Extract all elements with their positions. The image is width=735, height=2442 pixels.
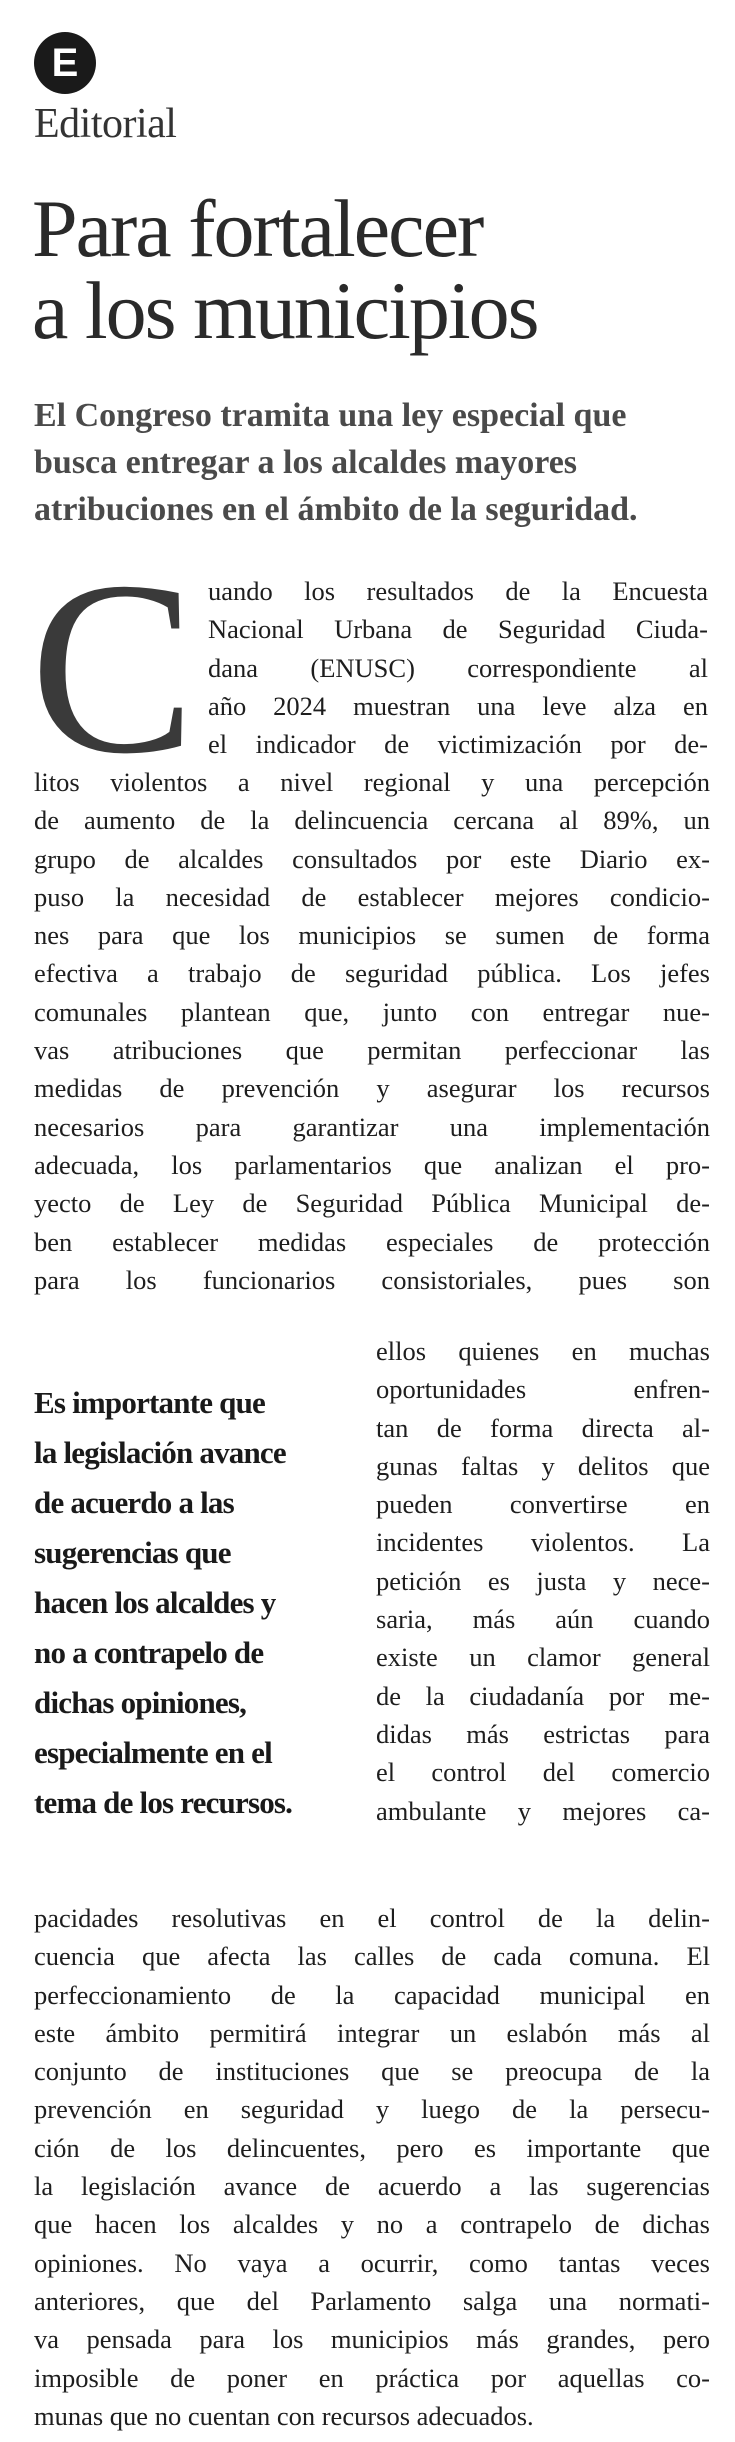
body-line: petición es justa y nece- xyxy=(376,1565,710,1596)
headline-line: Para fortalecer xyxy=(32,183,483,274)
pull-quote xyxy=(34,1378,364,1828)
body-line: ben establecer medidas especiales de protección xyxy=(34,1226,710,1257)
body-line: didas más estrictas para xyxy=(376,1718,710,1749)
pull-quote-line: especialmente en el xyxy=(34,1735,272,1770)
pull-quote-line: no a contrapelo de xyxy=(34,1635,264,1670)
body-line: puso la necesidad de establecer mejores condicio- xyxy=(34,881,710,912)
body-line: de aumento de la delincuencia cercana al 89%, un xyxy=(34,805,710,836)
body-line: ambulante y mejores ca- xyxy=(376,1795,710,1826)
body-line: vas atribuciones que permitan perfeccionar las xyxy=(34,1035,710,1066)
body-line: pueden convertirse en xyxy=(376,1489,710,1520)
body-line: la legislación avance de acuerdo a las sugerencias xyxy=(34,2171,710,2202)
body-line: imposible de poner en práctica por aquellas co- xyxy=(34,2362,710,2393)
body-line: perfeccionamiento de la capacidad municipal en xyxy=(34,1979,710,2010)
body-line: tan de forma directa al- xyxy=(376,1412,710,1443)
subheadline-line: El Congreso tramita una ley especial que xyxy=(34,397,627,434)
body-line: oportunidades enfren- xyxy=(376,1374,710,1405)
body-text-bottom xyxy=(34,1899,710,2435)
subheadline-line: busca entregar a los alcaldes mayores xyxy=(34,444,578,481)
body-line: opiniones. No vaya a ocurrir, como tantas veces xyxy=(34,2247,710,2278)
body-text-side-column xyxy=(376,1332,710,1830)
body-line: existe un clamor general xyxy=(376,1642,710,1673)
body-line: para los funcionarios consistoriales, pues son xyxy=(34,1264,710,1295)
body-line: adecuada, los parlamentarios que analizan el pro- xyxy=(34,1149,710,1180)
body-line: yecto de Ley de Seguridad Pública Municipal de- xyxy=(34,1188,710,1219)
subheadline xyxy=(34,392,714,533)
body-line: dana (ENUSC) correspondiente al xyxy=(208,652,708,683)
pull-quote-line: hacen los alcaldes y xyxy=(34,1585,276,1620)
headline-line: a los municipios xyxy=(32,265,538,356)
body-line: el indicador de victimización por de- xyxy=(208,729,708,760)
body-line: comunales plantean que, junto con entregar nue- xyxy=(34,996,710,1027)
subheadline-line: atribuciones en el ámbito de la seguridad. xyxy=(34,491,638,528)
body-line: grupo de alcaldes consultados por este Diario ex- xyxy=(34,843,710,874)
section-badge-icon: E xyxy=(34,32,96,94)
body-line: Nacional Urbana de Seguridad Ciuda- xyxy=(208,614,708,645)
body-line: anteriores, que del Parlamento salga una normati- xyxy=(34,2285,710,2316)
body-line: litos violentos a nivel regional y una percepción xyxy=(34,767,710,797)
drop-cap: C xyxy=(30,530,196,805)
body-line: año 2024 muestran una leve alza en xyxy=(208,690,708,721)
body-line: gunas faltas y delitos que xyxy=(376,1450,710,1481)
body-line: nes para que los municipios se sumen de forma xyxy=(34,920,710,951)
body-line: incidentes violentos. La xyxy=(376,1527,710,1558)
body-line: prevención en seguridad y luego de la persecu- xyxy=(34,2094,710,2125)
body-line: ción de los delincuentes, pero es importante que xyxy=(34,2132,710,2163)
pull-quote-line: dichas opiniones, xyxy=(34,1685,247,1720)
body-line: ellos quienes en muchas xyxy=(376,1336,710,1366)
section-label: Editorial xyxy=(34,101,177,147)
body-line: cuencia que afecta las calles de cada comuna. El xyxy=(34,1941,710,1972)
body-text-top xyxy=(208,572,708,763)
body-line: conjunto de instituciones que se preocupa de la xyxy=(34,2056,710,2087)
body-line: munas que no cuentan con recursos adecuados. xyxy=(34,2400,534,2431)
body-line: pacidades resolutivas en el control de la delin- xyxy=(34,1903,710,1933)
body-line: de la ciudadanía por me- xyxy=(376,1680,710,1711)
body-line: el control del comercio xyxy=(376,1757,710,1788)
body-line: necesarios para garantizar una implementación xyxy=(34,1111,710,1142)
body-line: que hacen los alcaldes y no a contrapelo de dichas xyxy=(34,2209,710,2240)
body-line: este ámbito permitirá integrar un eslabón más al xyxy=(34,2017,710,2048)
body-line: uando los resultados de la Encuesta xyxy=(208,576,708,606)
pull-quote-line: tema de los recursos. xyxy=(34,1785,293,1820)
body-text-main xyxy=(34,763,710,1299)
headline xyxy=(32,183,712,356)
body-line: va pensada para los municipios más grandes, pero xyxy=(34,2324,710,2355)
pull-quote-line: sugerencias que xyxy=(34,1535,231,1570)
body-line: saria, más aún cuando xyxy=(376,1604,710,1635)
pull-quote-line: Es importante que xyxy=(34,1385,265,1420)
pull-quote-line: de acuerdo a las xyxy=(34,1485,234,1520)
body-line: medidas de prevención y asegurar los recursos xyxy=(34,1073,710,1104)
pull-quote-line: la legislación avance xyxy=(34,1435,286,1470)
body-line: efectiva a trabajo de seguridad pública. Los jefes xyxy=(34,958,710,989)
